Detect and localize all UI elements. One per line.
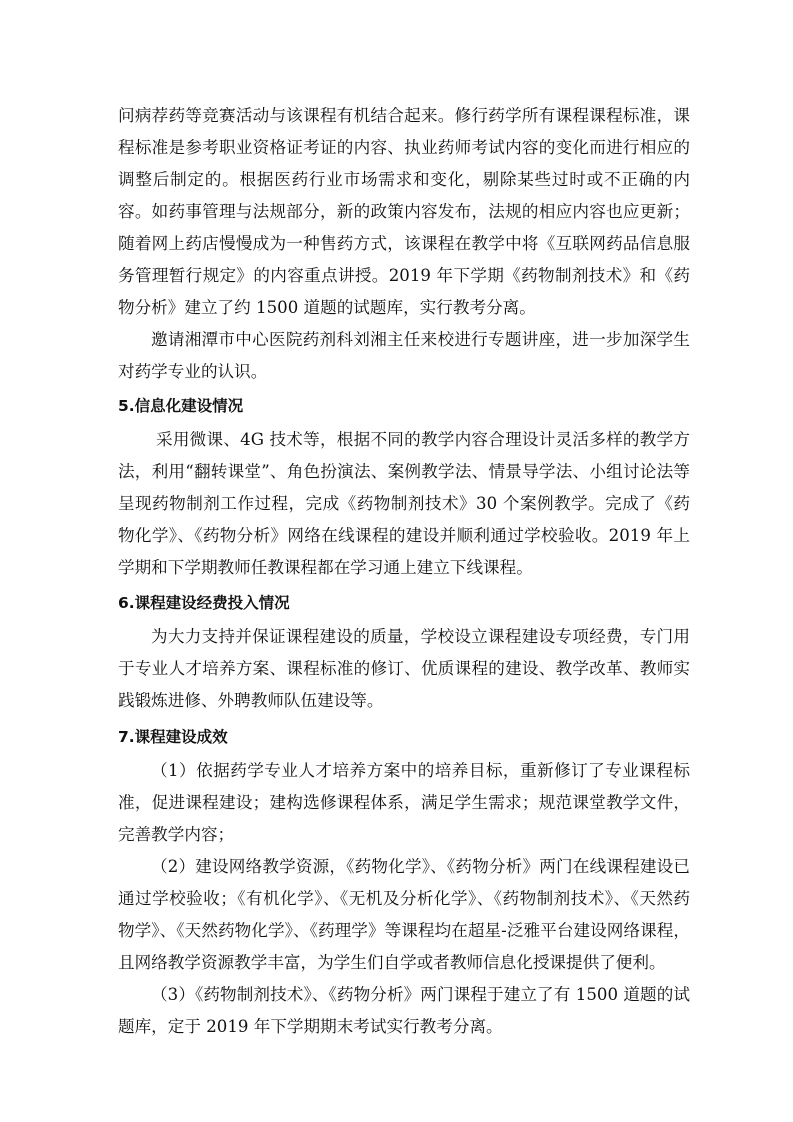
paragraph-competition-and-standards: 问病荐药等竞赛活动与该课程有机结合起来。修行药学所有课程课程标准，课程标准是参考职业资格证考证的内容、执业药师考试内容的变化而进行相应的调整后制定的。根据医药行业市场需求和变化，剔除某些过时或不正确的内容。如药事管理与法规部分，新的政策内容发布，法规的相应内容也应更新；随着网上药店慢慢成为一种售药方式，该课程在教学中将《互联网药品信息服务管理暂行规定》的内容重点讲授。2019 年下学期《药物制剂技术》和《药物分析》建立了约 1500 道题的试题库，实行教考分离。 bbox=[118, 106, 690, 317]
section-heading-informatization: 5.信息化建设情况 bbox=[118, 397, 244, 415]
paragraph-funding: 为大力支持并保证课程建设的质量，学校设立课程建设专项经费，专门用于专业人才培养方案、课程标准的修订、优质课程的建设、教学改革、教师实践锻炼进修、外聘教师队伍建设等。 bbox=[118, 627, 690, 710]
paragraph-outcome-3: （3）《药物制剂技术》、《药物分析》两门课程于建立了有 1500 道题的试题库，定于 2019 年下学期期末考试实行教考分离。 bbox=[118, 985, 690, 1036]
paragraph-outcome-1: （1）依据药学专业人才培养方案中的培养目标，重新修订了专业课程标准，促进课程建设；建构选修课程体系，满足学生需求；规范课堂教学文件，完善教学内容； bbox=[118, 761, 690, 844]
document-page bbox=[118, 100, 690, 1043]
paragraph-expert-lecture: 邀请湘潭市中心医院药剂科刘湘主任来校进行专题讲座，进一步加深学生对药学专业的认识。 bbox=[118, 330, 690, 381]
paragraph-outcome-2: （2）建设网络教学资源，《药物化学》、《药物分析》两门在线课程建设已通过学校验收；《有机化学》、《无机及分析化学》、《药物制剂技术》、《天然药物学》、《天然药物化学》、《药理学》等课程均在超星-泛雅平台建设网络课程，且网络教学资源教学丰富，为学生们自学或者教师信息化授课提供了便利。 bbox=[118, 857, 690, 972]
section-heading-outcomes: 7.课程建设成效 bbox=[118, 728, 228, 746]
paragraph-informatization: 采用微课、4G 技术等，根据不同的教学内容合理设计灵活多样的教学方法，利用“翻转课堂”、角色扮演法、案例教学法、情景导学法、小组讨论法等呈现药物制剂工作过程，完成《药物制剂技术》30 个案例教学。完成了《药物化学》、《药物分析》网络在线课程的建设并顺利通过学校验收。2019 年上学期和下学期教师任教课程都在学习通上建立下线课程。 bbox=[118, 430, 690, 577]
section-heading-funding: 6.课程建设经费投入情况 bbox=[118, 594, 290, 612]
